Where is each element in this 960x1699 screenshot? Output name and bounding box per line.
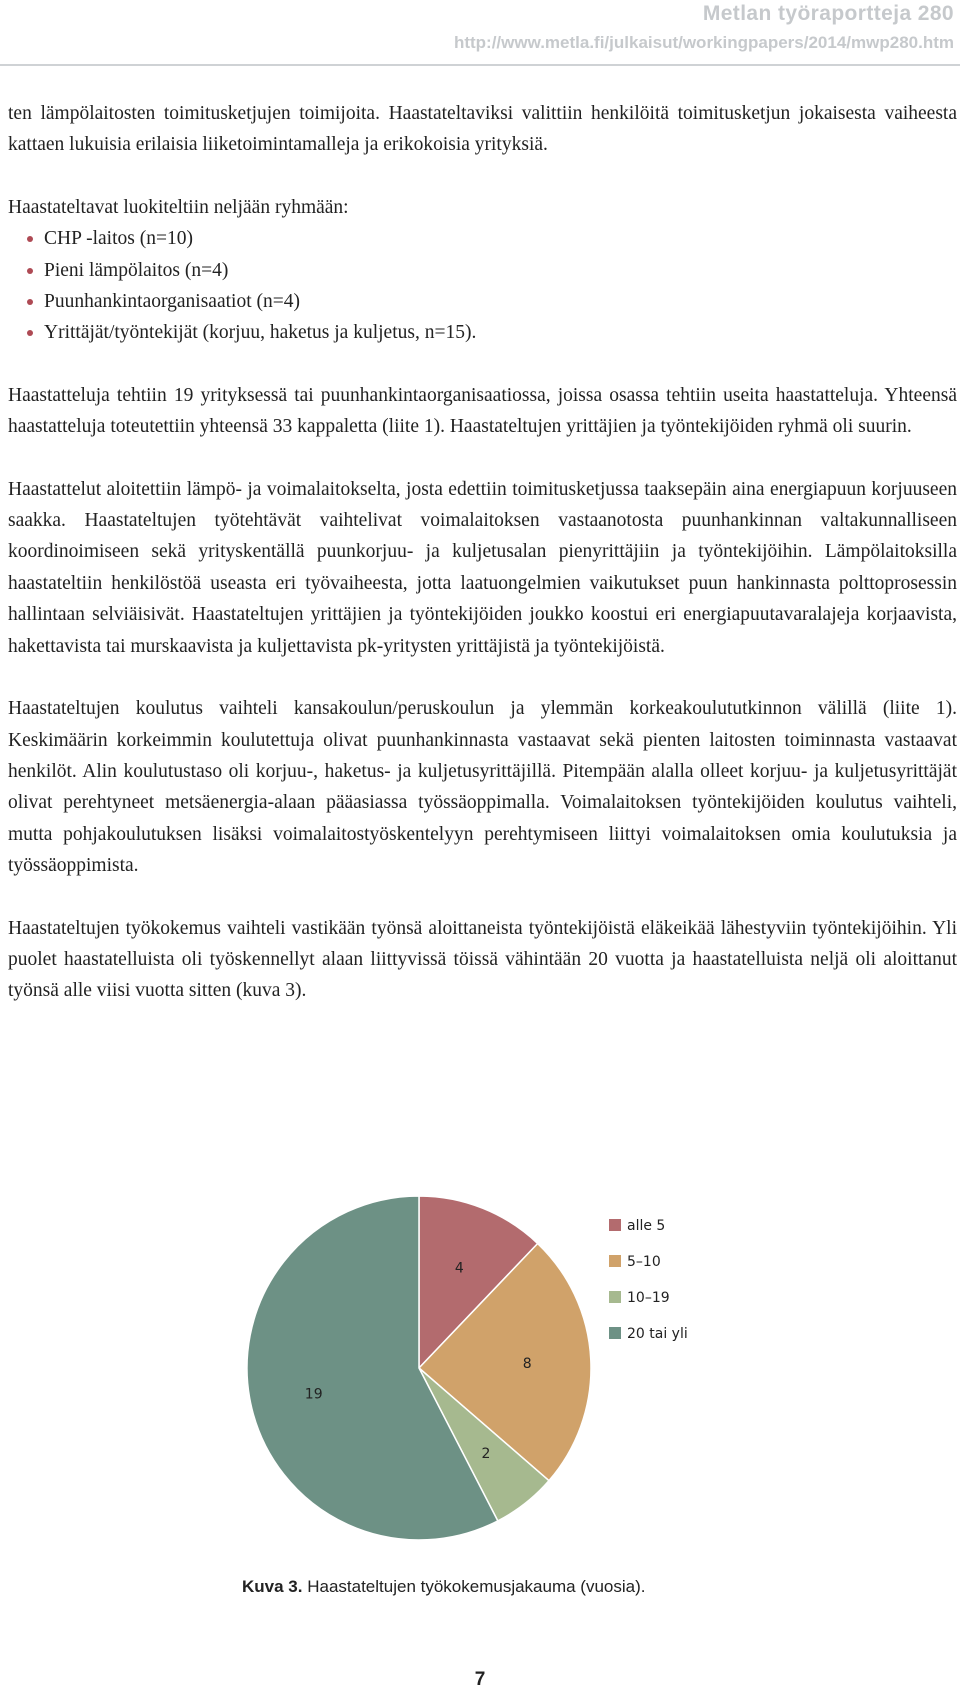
running-header-url[interactable]: http://www.metla.fi/julkaisut/workingpapers/2014/mwp280.htm (453, 33, 954, 52)
list-item (8, 255, 957, 286)
page-number: 7 (474, 1669, 486, 1690)
legend-label-20-tai-yli: 20 tai yli (627, 1326, 688, 1342)
legend-label-alle-5: alle 5 (627, 1218, 666, 1234)
paragraph-3: Haastatteluja tehtiin 19 yrityksessä tai puunhankintaorganisaatiossa, joissa osassa tehtiin useita haastatteluja. Yhteensä haastatteluja toteutettiin yhteensä 33 kappaletta (liite 1). Haastateltujen yrittäjien ja työntekijöiden ryhmä oli suurin. (8, 384, 957, 438)
paragraph-6: Haastateltujen työkokemus vaihteli vastikään työnsä aloittaneista työntekijöistä eläkeikää lähestyviin työntekijöihin. Yli puolet haastatelluista oli työskennellyt alaan liittyvissä töissä vähintään 20 vuotta ja haastatelluista neljä oli aloittanut työnsä alle viisi vuotta sitten (kuva 3). (8, 917, 957, 1002)
groups-lead: Haastateltavat luokiteltiin neljään ryhmään: (8, 196, 349, 218)
caption-text: Haastateltujen työkokemusjakauma (vuosia). (307, 1577, 646, 1596)
paragraph-1: ten lämpölaitosten toimitusketjujen toimijoita. Haastateltaviksi valittiin henkilöitä toimitusketjun jokaisesta vaiheesta kattaen lukuisia erilaisia liiketoimintamalleja ja erikokoisia yrityksiä. (8, 103, 957, 156)
bullet-icon (27, 268, 33, 274)
figure-caption (242, 1577, 646, 1597)
bullet-icon (27, 330, 33, 336)
pie-chart (0, 1175, 960, 1555)
bullet-icon (27, 299, 33, 305)
legend-swatch-5-10 (609, 1255, 621, 1267)
legend-swatch-alle-5 (609, 1219, 621, 1231)
pie-data-label: 2 (481, 1446, 491, 1463)
header-divider (0, 64, 960, 66)
paragraph-4: Haastattelut aloitettiin lämpö- ja voimalaitokselta, josta edettiin toimitusketjussa taaksepäin aina energiapuun korjuuseen saakka. Haastateltujen työtehtävät vaihtelivat voimalaitoksen vastaanotosta puunhankinnan valtakunnalliseen koordinoimiseen sekä yrityskentällä puunkorjuu- ja kuljetusalan pienyrittäjiin ja työntekijöihin. Lämpölaitoksilla haastateltiin henkilöstöä useasta eri työvaiheesta, jotta laatuongelmien vaikutukset puun hankinnasta polttoprosessin hallintaan selviäisivät. Haastateltujen yrittäjien ja työntekijöiden joukko koostui eri energiapuutavaralajeja korjaavista, hakettavista tai murskaavista ja kuljettavista pk-yritysten yrittäjistä ja työntekijöistä. (8, 478, 957, 657)
legend-swatch-10-19 (609, 1291, 621, 1303)
running-header-title: Metlan työraportteja 280 (702, 2, 954, 25)
list-item-text: Yrittäjät/työntekijät (korjuu, haketus ja kuljetus, n=15). (44, 322, 477, 344)
bullet-icon (27, 236, 33, 242)
legend-swatch-20-tai-yli (609, 1327, 621, 1339)
pie-data-label: 8 (522, 1355, 532, 1372)
list-item-text: CHP -laitos (n=10) (44, 228, 193, 250)
list-item (8, 286, 957, 317)
pie-data-label: 19 (304, 1386, 323, 1403)
list-item (8, 223, 957, 254)
list-item-text: Pieni lämpölaitos (n=4) (44, 259, 229, 281)
list-item (8, 317, 957, 348)
legend-label-5-10: 5–10 (627, 1254, 661, 1270)
groups-list (8, 223, 957, 349)
legend-label-10-19: 10–19 (627, 1290, 670, 1306)
work-experience-chart (0, 1175, 960, 1555)
body-text (8, 98, 957, 1038)
pie-data-label: 4 (454, 1260, 464, 1277)
list-item-text: Puunhankintaorganisaatiot (n=4) (44, 291, 300, 313)
caption-label: Kuva 3. (242, 1577, 303, 1596)
paragraph-5: Haastateltujen koulutus vaihteli kansakoulun/peruskoulun ja ylemmän korkeakoulututkinnon välillä (liite 1). Keskimäärin korkeimmin koulutettuja olivat puunhankinnasta vastaavat sekä pienten laitosten toiminnasta vastaavat henkilöt. Alin koulutustaso oli korjuu-, haketus- ja kuljetusyrittäjillä. Pitempään alalla olleet korjuu- ja kuljetusyrittäjät olivat perehtyneet metsäenergia-alaan pääasiassa työssäoppimalla. Voimalaitoksen työntekijöiden koulutus vaihteli, mutta pohjakoulutuksen lisäksi voimalaitostyöskentelyyn perehtymiseen liittyi voimalaitoksen omia koulutuksia ja työssäoppimista. (8, 698, 957, 877)
